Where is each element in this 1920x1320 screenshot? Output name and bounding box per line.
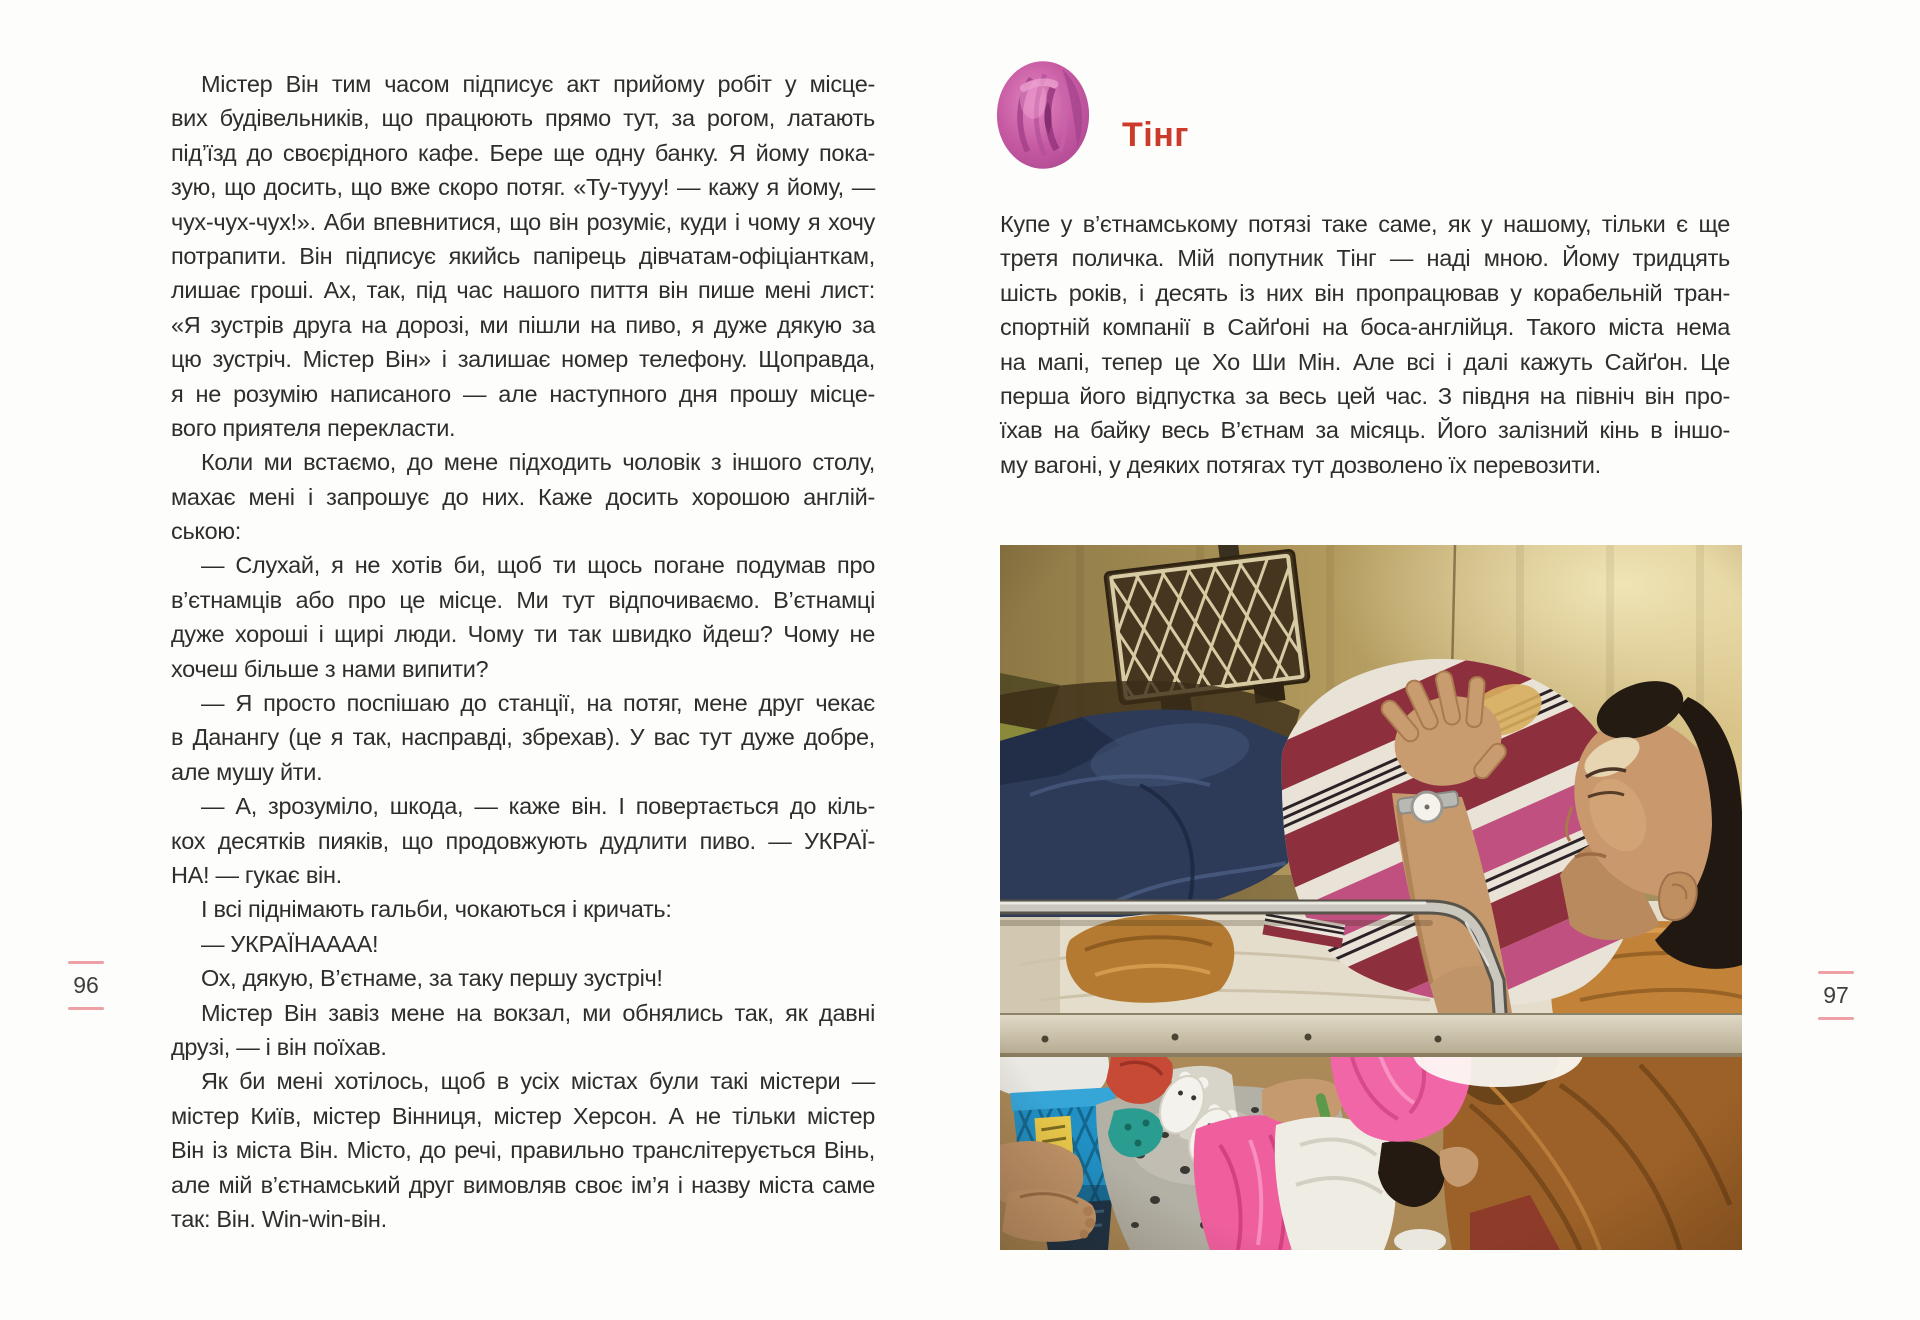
text-line: так: Він. Win-win-він. <box>171 1205 387 1232</box>
text-line: Як би мені хотілось, щоб в усіх містах були такі містери — <box>201 1068 875 1095</box>
text-line: але мушу йти. <box>171 758 323 785</box>
text-line: дуже хороші і щирі люди. Чому ти так швидко йдеш? Чому не <box>171 621 875 648</box>
text-line: друзі, — і він поїхав. <box>171 1033 387 1060</box>
chapter-title: Тінг <box>1122 116 1189 154</box>
text-line: в’єтнамців або про це місце. Ми тут відпочиваємо. В’єтнамці <box>171 586 875 613</box>
text-line: третя поличка. Мій попутник Тінг — наді мною. Йому тридцять <box>1000 245 1730 272</box>
text-line: Купе у в’єтнамському потязі таке саме, як у нашому, тільки є ще <box>1000 211 1730 237</box>
text-line: вих будівельників, що працюють прямо тут, за рогом, латають <box>171 105 875 132</box>
right-page-body-text <box>1000 207 1730 482</box>
text-line: в Данангу (це я так, насправді, збрехав). У вас тут дуже добре, <box>171 724 875 751</box>
text-line: спортній компанії в Сайґоні на боса-англійця. Такого міста нема <box>1000 314 1730 341</box>
text-line: Містер Він тим часом підписує акт прийому робіт у місце- <box>201 71 875 97</box>
text-line: Він із міста Він. Місто, до речі, правильно транслітерується Вінь, <box>171 1137 875 1164</box>
text-line: І всі піднімають гальби, чокаються і кричать: <box>201 896 672 923</box>
text-line: потрапити. Він підписує якийсь папірець дівчатам-офіціанткам, <box>171 242 875 269</box>
text-line: під’їзд до своєрідного кафе. Бере ще одну банку. Я йому пока- <box>171 139 875 166</box>
text-line: кох десятків пияків, що продовжують дудлити пиво. — УКРАЇ- <box>171 827 875 854</box>
text-line: вого приятеля перекласти. <box>171 414 456 441</box>
page-number-rule-bottom <box>68 1007 104 1010</box>
text-line: шість років, і десять із них він пропрацював у корабельній тран- <box>1000 279 1730 306</box>
text-line: перша його відпустка за весь цей час. З півдня на північ він про- <box>1000 382 1730 409</box>
text-line: містер Київ, містер Вінниця, містер Херсон. А не тільки містер <box>171 1102 875 1129</box>
text-line: «Я зустрів друга на дорозі, ми пішли на пиво, я дуже дякую за <box>171 311 875 338</box>
text-line: цю зустріч. Містер Він» і залишає номер телефону. Щоправда, <box>171 346 875 373</box>
text-line: — А, зрозуміло, шкода, — каже він. І повертається до кіль- <box>201 793 875 820</box>
text-line: Коли ми встаємо, до мене підходить чоловік з іншого столу, <box>201 449 875 476</box>
text-line: НА! — гукає він. <box>171 861 342 888</box>
right-page-number-block <box>1817 971 1855 1020</box>
left-page-body-text <box>171 67 875 1236</box>
page-number: 96 <box>73 972 99 998</box>
text-line: — УКРАЇНАААА! <box>201 930 379 957</box>
train-bunks-photo <box>1000 545 1742 1250</box>
text-line: ською: <box>171 518 241 545</box>
text-line: зую, що досить, що вже скоро потяг. «Ту-тууу! — кажу я йому, — <box>171 174 875 201</box>
left-page-number-block <box>67 961 105 1010</box>
text-line: лишає гроші. Ах, так, під час нашого пиття він пише мені лист: <box>171 277 875 304</box>
text-line: — Слухай, я не хотів би, щоб ти щось погане подумав про <box>201 552 875 579</box>
text-line: на мапі, тепер це Хо Ши Мін. Але всі і далі кажуть Сайґон. Це <box>1000 348 1730 375</box>
chapter-ornament-pink-circle-icon <box>995 57 1091 173</box>
text-line: Ох, дякую, В’єтнаме, за таку першу зустріч! <box>201 965 663 992</box>
text-line: їхав на байку весь В’єтнам за місяць. Його залізний кінь в іншо- <box>1000 417 1730 444</box>
text-line: — Я просто поспішаю до станції, на потяг, мене друг чекає <box>201 690 875 717</box>
text-line: махає мені і запрошує до них. Каже досить хорошою англій- <box>171 483 875 510</box>
text-line: але мій в’єтнамський друг вимовляв своє ім’я і назву міста саме <box>171 1171 875 1198</box>
text-line: Містер Він завіз мене на вокзал, ми обнялись так, як давні <box>201 999 875 1026</box>
page-number-rule-bottom <box>1818 1017 1854 1020</box>
page-number: 97 <box>1823 982 1849 1008</box>
text-line: я не розумію написаного — але наступного дня прошу місце- <box>171 380 875 407</box>
text-line: чух-чух-чух!». Аби впевнитися, що він розуміє, куди і чому я хочу <box>171 208 875 235</box>
text-line: му вагоні, у деяких потягах тут дозволено їх перевозити. <box>1000 451 1601 478</box>
text-line: хочеш більше з нами випити? <box>171 655 489 682</box>
